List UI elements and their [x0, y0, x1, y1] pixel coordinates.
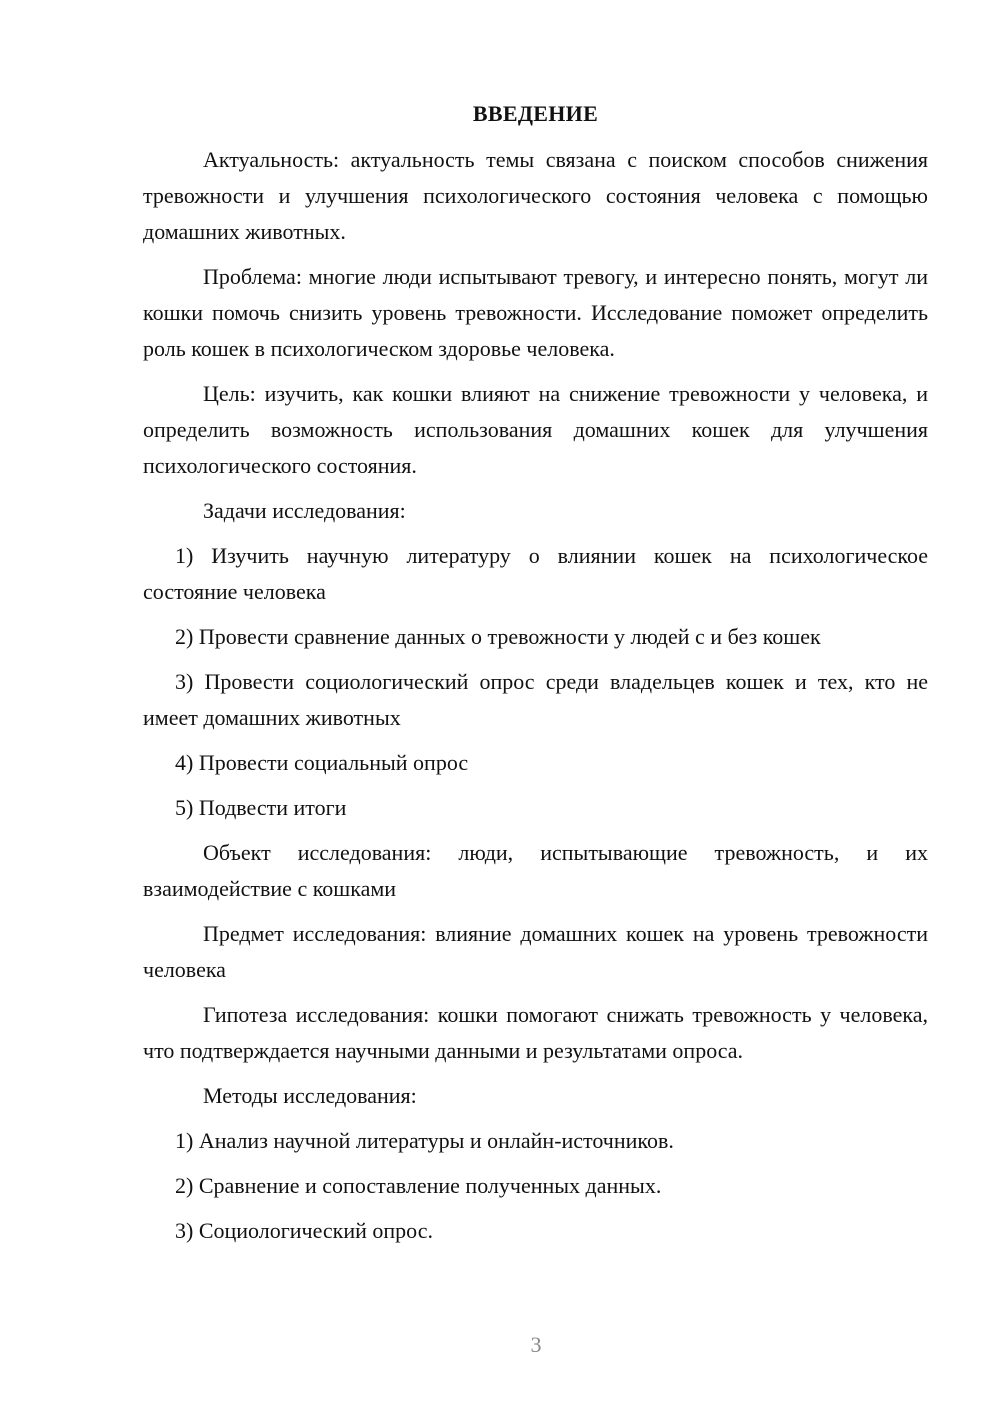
task-item-5: 5) Подвести итоги	[175, 795, 347, 820]
paragraph-relevance: Актуальность: актуальность темы связана с поиском способов снижения тревожности и улучшения психологического состояния человека с помощью домашних животных.	[143, 147, 928, 244]
paragraph-subject: Предмет исследования: влияние домашних кошек на уровень тревожности человека	[143, 921, 928, 982]
method-item-1: 1) Анализ научной литературы и онлайн-источников.	[175, 1128, 674, 1153]
paragraph-goal: Цель: изучить, как кошки влияют на снижение тревожности у человека, и определить возможность использования домашних кошек для улучшения психологического состояния.	[143, 381, 928, 478]
paragraph-methods-heading: Методы исследования:	[203, 1083, 417, 1108]
method-item-3: 3) Социологический опрос.	[175, 1218, 433, 1243]
task-item-2: 2) Провести сравнение данных о тревожности у людей с и без кошек	[175, 624, 821, 649]
page-number: 3	[530, 1332, 542, 1357]
paragraph-problem: Проблема: многие люди испытывают тревогу, и интересно понять, могут ли кошки помочь снизить уровень тревожности. Исследование поможет определить роль кошек в психологическом здоровье человека.	[143, 264, 928, 361]
task-item-4: 4) Провести социальный опрос	[175, 750, 469, 775]
task-item-1: 1) Изучить научную литературу о влиянии кошек на психологическое состояние человека	[143, 543, 928, 604]
paragraph-tasks-heading: Задачи исследования:	[203, 498, 406, 523]
section-title: ВВЕДЕНИЕ	[472, 101, 599, 126]
method-item-2: 2) Сравнение и сопоставление полученных данных.	[175, 1173, 662, 1198]
paragraph-hypothesis: Гипотеза исследования: кошки помогают снижать тревожность у человека, что подтверждается научными данными и результатами опроса.	[143, 1002, 928, 1063]
paragraph-object: Объект исследования: люди, испытывающие тревожность, и их взаимодействие с кошками	[143, 840, 928, 901]
task-item-3: 3) Провести социологический опрос среди владельцев кошек и тех, кто не имеет домашних животных	[143, 669, 928, 730]
page-content	[143, 96, 928, 1258]
